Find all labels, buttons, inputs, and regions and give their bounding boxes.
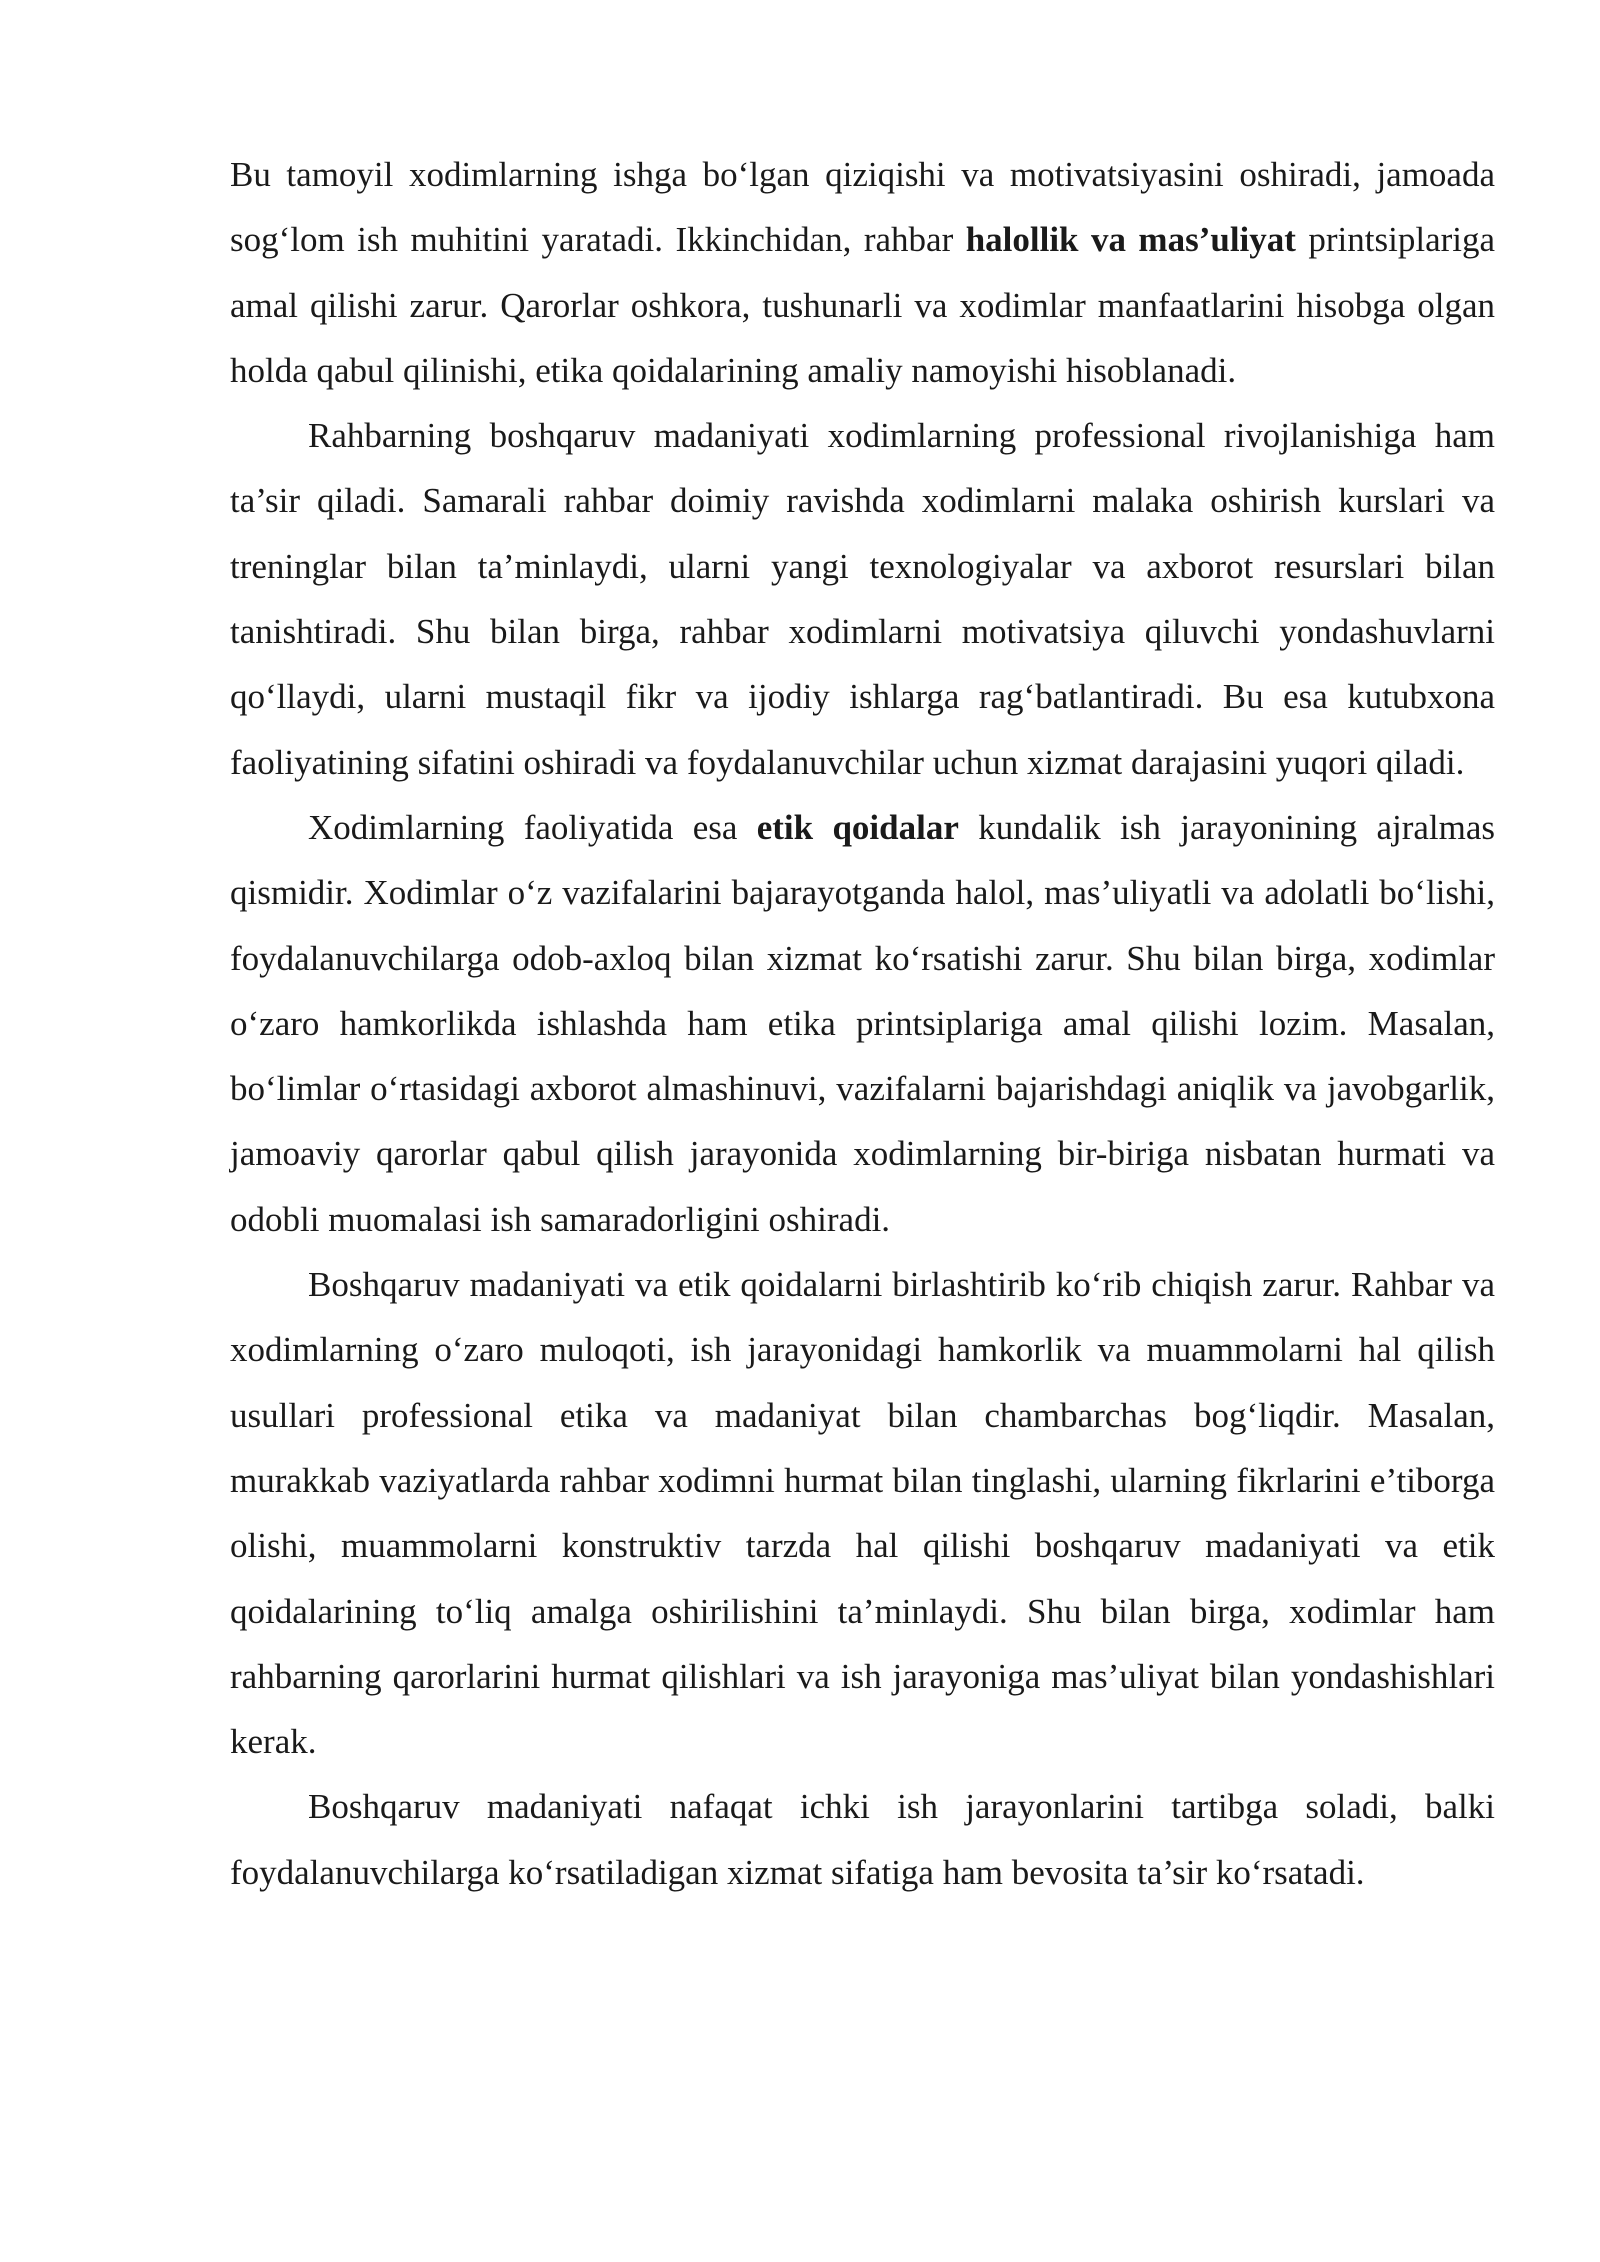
- paragraph-1: [230, 142, 1495, 403]
- paragraph-5: [230, 1774, 1495, 1905]
- paragraph-1-text-1: Bu tamoyil xodimlarning ishga bo‘lgan qiziqishi va motivatsiyasini oshiradi, jamoada sog‘lom ish muhitini yaratadi. Ikkinchidan, rahbar: [230, 155, 1495, 260]
- paragraph-3-text-2: kundalik ish jarayonining ajralmas qismidir. Xodimlar o‘z vazifalarini bajarayotganda halol, mas’uliyatli va adolatli bo‘lishi, foydalanuvchilarga odob-axloq bilan xizmat ko‘rsatishi zarur. Shu bilan birga, xodimlar o‘zaro hamkorlikda ishlashda ham etika printsiplariga amal qilishi lozim. Masalan, bo‘limlar o‘rtasidagi axborot almashinuvi, vazifalarni bajarishdagi aniqlik va javobgarlik, jamoaviy qarorlar qabul qilish jarayonida xodimlarning bir-biriga nisbatan hurmati va odobli muomalasi ish samaradorligini oshiradi.: [230, 807, 1496, 1239]
- paragraph-2-text-1: Rahbarning boshqaruv madaniyati xodimlarning professional rivojlanishiga ham ta’sir qiladi. Samarali rahbar doimiy ravishda xodimlarni malaka oshirish kurslari va treninglar bilan ta’minlaydi, ularni yangi texnologiyalar va axborot resurslari bilan tanishtiradi. Shu bilan birga, rahbar xodimlarni motivatsiya qiluvchi yondashuvlarni qo‘llaydi, ularni mustaqil fikr va ijodiy ishlarga rag‘batlantiradi. Bu esa kutubxona faoliyatining sifatini oshiradi va foydalanuvchilar uchun xizmat darajasini yuqori qiladi.: [230, 416, 1495, 782]
- paragraph-3: [230, 795, 1495, 1252]
- paragraph-5-text-1: Boshqaruv madaniyati nafaqat ichki ish jarayonlarini tartibga soladi, balki foydalanuvchilarga ko‘rsatiladigan xizmat sifatiga ham bevosita ta’sir ko‘rsatadi.: [230, 1787, 1495, 1892]
- paragraph-2: [230, 403, 1495, 795]
- paragraph-4-text-1: Boshqaruv madaniyati va etik qoidalarni birlashtirib ko‘rib chiqish zarur. Rahbar va xodimlarning o‘zaro muloqoti, ish jarayonidagi hamkorlik va muammolarni hal qilish usullari professional etika va madaniyat bilan chambarchas bog‘liqdir. Masalan, murakkab vaziyatlarda rahbar xodimni hurmat bilan tinglashi, ularning fikrlarini e’tiborga olishi, muammolarni konstruktiv tarzda hal qilishi boshqaruv madaniyati va etik qoidalarining to‘liq amalga oshirilishini ta’minlaydi. Shu bilan birga, xodimlar ham rahbarning qarorlarini hurmat qilishlari va ish jarayoniga mas’uliyat bilan yondashishlari kerak.: [230, 1265, 1495, 1762]
- paragraph-1-emphasis: halollik va mas’uliyat: [965, 220, 1296, 260]
- paragraph-3-text-1: Xodimlarning faoliyatida esa: [308, 807, 757, 847]
- paragraph-1-text-2: printsiplariga amal qilishi zarur. Qarorlar oshkora, tushunarli va xodimlar manfaatlarini hisobga olgan holda qabul qilinishi, etika qoidalarining amaliy namoyishi hisoblanadi.: [230, 220, 1496, 390]
- body-text: [230, 142, 1495, 1905]
- paragraph-4: [230, 1252, 1495, 1774]
- paragraph-3-emphasis: etik qoidalar: [756, 807, 959, 847]
